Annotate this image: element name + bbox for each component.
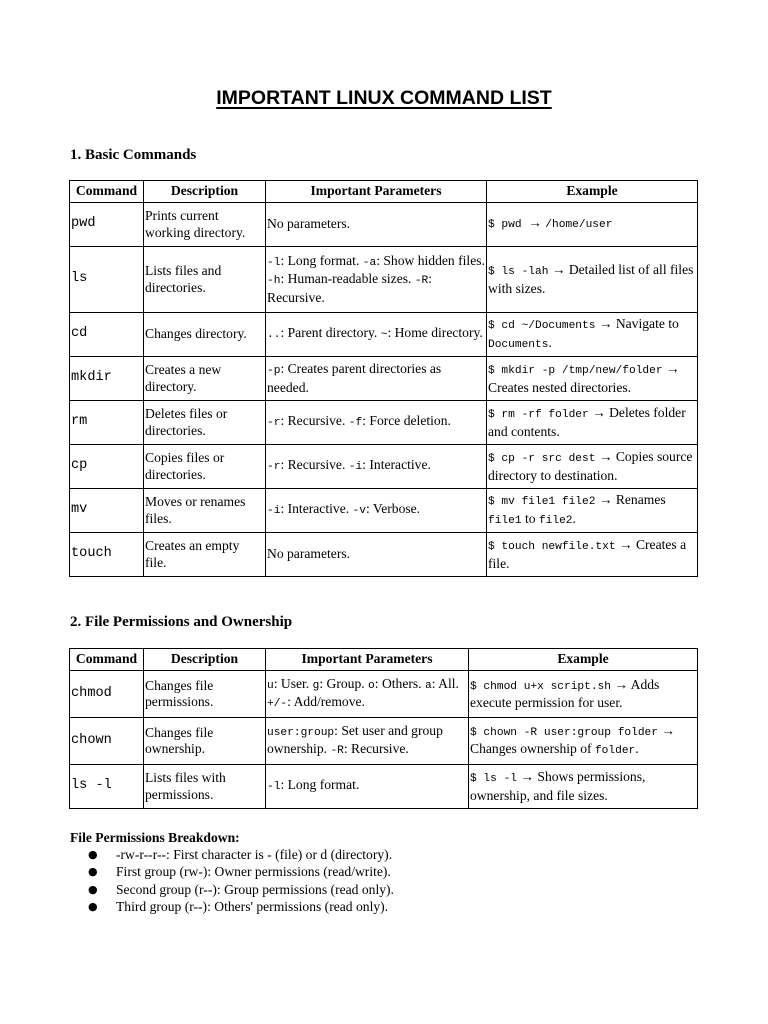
column-header-description: Description bbox=[144, 181, 266, 203]
command-cell: mkdir bbox=[70, 357, 144, 401]
table-row bbox=[70, 765, 698, 809]
text-fragment: → Deletes folder and contents. bbox=[488, 405, 686, 439]
section-heading-permissions: 2. File Permissions and Ownership bbox=[70, 614, 293, 630]
text-fragment: : Recursive. bbox=[280, 457, 349, 473]
parameters-cell bbox=[266, 357, 487, 401]
parameters-cell bbox=[266, 401, 487, 445]
code-fragment: -R bbox=[414, 275, 429, 288]
breakdown-list bbox=[88, 846, 394, 915]
description-cell: Changes directory. bbox=[144, 313, 266, 357]
text-fragment: : Parent directory. bbox=[280, 325, 381, 341]
document-title-text: IMPORTANT LINUX COMMAND LIST bbox=[216, 87, 552, 109]
table-row bbox=[70, 718, 698, 765]
code-fragment: $ chown -R user:group folder bbox=[470, 726, 658, 739]
code-fragment: $ chmod u+x script.sh bbox=[470, 680, 611, 693]
text-fragment: : Recursive. bbox=[267, 271, 433, 305]
text-fragment: No parameters. bbox=[267, 216, 351, 232]
text-fragment: : Recursive. bbox=[280, 413, 349, 429]
parameters-cell bbox=[266, 671, 469, 718]
table-row bbox=[70, 357, 698, 401]
table-row bbox=[70, 671, 698, 718]
example-cell bbox=[469, 671, 698, 718]
code-fragment: -i bbox=[348, 461, 363, 474]
text-fragment: : Long format. bbox=[280, 777, 360, 793]
code-fragment: $ rm -rf folder bbox=[488, 409, 589, 421]
list-item-text: Third group (r--): Others' permissions (read only). bbox=[116, 898, 389, 914]
example-cell bbox=[487, 357, 698, 401]
column-header-command: Command bbox=[70, 181, 144, 203]
text-fragment: : Others. bbox=[374, 675, 425, 691]
list-item bbox=[88, 863, 394, 880]
command-cell: rm bbox=[70, 401, 144, 445]
code-fragment: /home/user bbox=[545, 219, 613, 232]
example-cell bbox=[487, 489, 698, 533]
code-fragment: $ mv file1 file2 bbox=[488, 496, 596, 508]
parameters-cell bbox=[266, 489, 487, 533]
list-item bbox=[88, 881, 394, 898]
list-item bbox=[88, 846, 394, 863]
code-fragment: u bbox=[267, 679, 274, 692]
table-row bbox=[70, 203, 698, 247]
parameters-cell bbox=[266, 247, 487, 313]
table-row bbox=[70, 533, 698, 577]
text-fragment: . bbox=[572, 510, 576, 526]
command-cell: cp bbox=[70, 445, 144, 489]
text-fragment: : Recursive. bbox=[343, 741, 409, 756]
code-fragment: -i bbox=[267, 505, 281, 518]
command-cell: cd bbox=[70, 313, 144, 357]
code-fragment: ~ bbox=[380, 329, 388, 342]
code-fragment: -v bbox=[352, 505, 366, 518]
text-fragment: → Changes ownership of bbox=[470, 722, 675, 756]
table-row bbox=[70, 313, 698, 357]
text-fragment: No parameters. bbox=[267, 546, 351, 562]
command-cell: touch bbox=[70, 533, 144, 577]
table-header-row bbox=[70, 649, 698, 671]
code-fragment: $ mkdir -p /tmp/new/folder bbox=[488, 365, 663, 377]
example-cell bbox=[487, 445, 698, 489]
description-cell: Lists files and directories. bbox=[144, 247, 266, 313]
command-cell: mv bbox=[70, 489, 144, 533]
text-fragment: → Shows permissions, ownership, and file sizes. bbox=[470, 769, 646, 803]
table-header-row bbox=[70, 181, 698, 203]
text-fragment: → bbox=[528, 215, 546, 231]
command-cell: chown bbox=[70, 718, 144, 765]
code-fragment: g bbox=[312, 679, 320, 692]
text-fragment: : Add/remove. bbox=[287, 694, 365, 709]
text-fragment: : Interactive. bbox=[280, 501, 353, 517]
parameters-cell bbox=[266, 313, 487, 357]
code-fragment: $ ls -lah bbox=[488, 266, 549, 278]
basic-commands-table bbox=[69, 180, 698, 577]
code-fragment: .. bbox=[267, 329, 281, 342]
text-fragment: : Force deletion. bbox=[362, 413, 451, 429]
description-cell: Lists files with permissions. bbox=[144, 765, 266, 809]
code-fragment: file2 bbox=[538, 514, 573, 527]
description-cell: Deletes files or directories. bbox=[144, 401, 266, 445]
text-fragment: : Human-readable sizes. bbox=[280, 271, 415, 287]
example-cell bbox=[487, 401, 698, 445]
column-header-example: Example bbox=[469, 649, 698, 671]
description-cell: Creates an empty file. bbox=[144, 533, 266, 577]
bullet-icon: ● bbox=[88, 865, 98, 879]
command-cell: pwd bbox=[70, 203, 144, 247]
table-row bbox=[70, 489, 698, 533]
code-fragment: $ ls -l bbox=[470, 773, 517, 785]
code-fragment: $ touch newfile.txt bbox=[488, 541, 616, 553]
breakdown-title: File Permissions Breakdown: bbox=[70, 830, 240, 845]
text-fragment: . bbox=[548, 334, 552, 350]
code-fragment: user:group bbox=[267, 726, 335, 739]
parameters-cell bbox=[266, 533, 487, 577]
text-fragment: → Adds execute permission for user. bbox=[470, 676, 660, 710]
list-item-text: -rw-r--r--: First character is - (file) or d (directory). bbox=[116, 847, 393, 862]
column-header-description: Description bbox=[144, 649, 266, 671]
text-fragment: → Navigate to bbox=[595, 316, 679, 331]
code-fragment: -r bbox=[267, 417, 281, 430]
table-row bbox=[70, 247, 698, 313]
text-fragment: → Detailed list of all files with sizes. bbox=[488, 262, 694, 296]
list-item-text: Second group (r--): Group permissions (read only). bbox=[116, 881, 394, 897]
code-fragment: folder bbox=[594, 745, 636, 757]
bullet-icon: ● bbox=[88, 899, 98, 913]
column-header-parameters: Important Parameters bbox=[266, 181, 487, 203]
text-fragment: . bbox=[635, 741, 639, 756]
description-cell: Copies files or directories. bbox=[144, 445, 266, 489]
bullet-icon: ● bbox=[88, 848, 98, 861]
text-fragment: : Interactive. bbox=[362, 457, 431, 473]
text-fragment: → Renames bbox=[595, 492, 666, 507]
code-fragment: Documents bbox=[488, 338, 549, 351]
text-fragment: : Set user and group ownership. bbox=[267, 722, 443, 756]
bullet-icon: ● bbox=[88, 882, 98, 896]
description-cell: Prints current working directory. bbox=[144, 203, 266, 247]
permissions-table-body bbox=[70, 671, 698, 809]
text-fragment: → Creates nested directories. bbox=[488, 361, 680, 395]
code-fragment: $ pwd bbox=[488, 219, 529, 232]
code-fragment: file1 bbox=[488, 514, 522, 527]
code-fragment: $ cp -r src dest bbox=[488, 453, 596, 465]
example-cell bbox=[469, 765, 698, 809]
column-header-command: Command bbox=[70, 649, 144, 671]
code-fragment: -h bbox=[267, 275, 281, 288]
parameters-cell bbox=[266, 445, 487, 489]
text-fragment: : All. bbox=[431, 675, 459, 691]
table-row bbox=[70, 401, 698, 445]
code-fragment: -l bbox=[267, 781, 281, 794]
table-row bbox=[70, 445, 698, 489]
parameters-cell bbox=[266, 718, 469, 765]
column-header-example: Example bbox=[487, 181, 698, 203]
text-fragment: : Group. bbox=[319, 675, 369, 691]
example-cell bbox=[487, 203, 698, 247]
permissions-table bbox=[69, 648, 698, 809]
document-title bbox=[0, 86, 768, 110]
column-header-parameters: Important Parameters bbox=[266, 649, 469, 671]
text-fragment: to bbox=[521, 510, 539, 526]
code-fragment: -f bbox=[348, 417, 363, 430]
text-fragment: → Copies source directory to destination. bbox=[488, 449, 693, 483]
parameters-cell bbox=[266, 203, 487, 247]
code-fragment: -p bbox=[267, 365, 281, 377]
text-fragment: : User. bbox=[273, 675, 313, 691]
code-fragment: -l bbox=[267, 256, 281, 269]
description-cell: Changes file ownership. bbox=[144, 718, 266, 765]
command-cell: ls bbox=[70, 247, 144, 313]
code-fragment: $ cd ~/Documents bbox=[488, 320, 596, 332]
code-fragment: -R bbox=[330, 745, 344, 757]
list-item bbox=[88, 898, 394, 915]
list-item-text: First group (rw-): Owner permissions (read/write). bbox=[116, 864, 391, 880]
code-fragment: -a bbox=[362, 256, 377, 269]
text-fragment: : Verbose. bbox=[365, 501, 421, 517]
code-fragment: o bbox=[368, 679, 375, 692]
code-fragment: -r bbox=[267, 461, 281, 474]
parameters-cell bbox=[266, 765, 469, 809]
section-heading-basic-commands: 1. Basic Commands bbox=[70, 147, 197, 163]
text-fragment: : Long format. bbox=[280, 252, 363, 268]
example-cell bbox=[487, 313, 698, 357]
basic-commands-table-body bbox=[70, 203, 698, 577]
code-fragment: a bbox=[424, 679, 432, 692]
example-cell bbox=[487, 533, 698, 577]
example-cell bbox=[487, 247, 698, 313]
text-fragment: : Home directory. bbox=[387, 325, 483, 341]
example-cell bbox=[469, 718, 698, 765]
text-fragment: : Show hidden files. bbox=[376, 252, 485, 268]
command-cell: ls -l bbox=[70, 765, 144, 809]
text-fragment: : Creates parent directories as needed. bbox=[267, 361, 442, 395]
text-fragment: → Creates a file. bbox=[488, 537, 687, 571]
description-cell: Moves or renames files. bbox=[144, 489, 266, 533]
command-cell: chmod bbox=[70, 671, 144, 718]
description-cell: Creates a new directory. bbox=[144, 357, 266, 401]
description-cell: Changes file permissions. bbox=[144, 671, 266, 718]
code-fragment: +/- bbox=[267, 698, 288, 710]
